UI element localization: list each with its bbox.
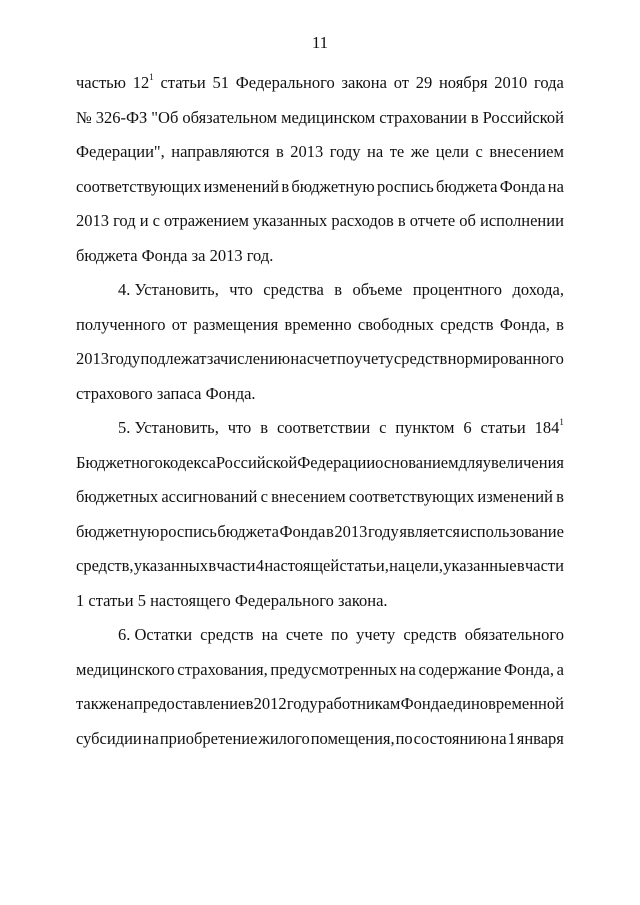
- word: бюджетных: [76, 487, 159, 506]
- word: 51: [212, 73, 229, 92]
- word: временно: [284, 314, 352, 334]
- word: увеличения: [482, 452, 564, 472]
- word: 2013: [76, 349, 109, 368]
- word: $184^1$: [534, 416, 564, 437]
- word: состоянию: [413, 728, 490, 748]
- word: в: [260, 418, 269, 437]
- word: от: [393, 73, 409, 92]
- word: полученного: [76, 314, 166, 334]
- text-line: [76, 66, 564, 101]
- word: размещения: [193, 314, 279, 334]
- word: году: [367, 521, 399, 541]
- paragraph-6: [76, 618, 564, 756]
- word: в: [325, 521, 334, 541]
- word: 2013: [334, 521, 368, 541]
- word: медицинском: [281, 107, 376, 127]
- word: бюджета Фонда за 2013 год.: [76, 245, 274, 265]
- word: и: [139, 211, 149, 230]
- word: бюджета: [435, 176, 498, 196]
- text-line: [76, 722, 564, 757]
- word: Фонда,: [499, 314, 550, 334]
- text-line: [76, 446, 564, 481]
- word: Фонда: [499, 176, 546, 196]
- word: ноября: [438, 73, 488, 92]
- word: части: [216, 556, 256, 575]
- word: для: [458, 452, 483, 472]
- word: изменений: [203, 176, 280, 196]
- word: соответствующих: [348, 487, 475, 506]
- word: нормированного: [447, 349, 564, 368]
- word: 2010: [494, 73, 528, 92]
- text-line: [76, 480, 564, 515]
- word: в: [556, 314, 564, 334]
- word: 4. Установить,: [118, 280, 219, 299]
- word: Фонда: [279, 521, 326, 541]
- word: в: [397, 211, 406, 230]
- word: Федерации",: [76, 142, 165, 161]
- word: в: [556, 487, 564, 506]
- word: соответствующих: [76, 176, 202, 196]
- word: учету: [354, 349, 394, 368]
- text-line: [76, 549, 564, 584]
- word: основанием: [375, 452, 459, 472]
- word: медицинского: [76, 659, 175, 679]
- word: 2013: [76, 211, 109, 230]
- word: года: [534, 73, 564, 92]
- word: обязательного: [464, 625, 564, 644]
- word: счет: [306, 349, 337, 368]
- word: указанных: [133, 556, 209, 575]
- word: изменений: [477, 487, 553, 506]
- word: 6. Остатки: [118, 625, 193, 644]
- word: расходов: [331, 211, 394, 230]
- text-line: [76, 618, 564, 653]
- word: является: [399, 521, 461, 541]
- word: средств: [200, 625, 254, 644]
- word: субсидии: [76, 728, 142, 748]
- text-line: [76, 239, 564, 274]
- word: те: [389, 142, 405, 161]
- text-line: [76, 687, 564, 722]
- word: бюджетную: [76, 521, 160, 541]
- word: Российской: [482, 107, 564, 127]
- word: средств: [393, 349, 448, 368]
- word: помещения,: [310, 728, 395, 748]
- word: $12^1$: [132, 71, 154, 92]
- word: бюджетную: [291, 176, 375, 196]
- word: по: [331, 625, 349, 644]
- word: единовременной: [446, 694, 564, 713]
- word: Федерального: [235, 73, 335, 92]
- word: частью: [76, 73, 127, 92]
- word: 29: [415, 73, 433, 92]
- word: использование: [460, 521, 564, 541]
- word: цели,: [405, 556, 443, 575]
- word: на: [367, 142, 384, 161]
- word: свободных: [357, 314, 434, 334]
- word: с: [152, 211, 160, 230]
- word: по: [337, 349, 355, 368]
- word: средств: [440, 314, 494, 334]
- word: 2013: [290, 142, 324, 161]
- word: ассигнований: [161, 487, 258, 506]
- word: от: [171, 314, 188, 334]
- text-line: [76, 377, 564, 412]
- word: же: [410, 142, 430, 161]
- text-line: [76, 653, 564, 688]
- word: объеме: [352, 280, 403, 299]
- word: дохода,: [512, 280, 564, 299]
- superscript: 1: [149, 71, 154, 82]
- word: января: [516, 728, 564, 748]
- word: на: [117, 694, 134, 713]
- word: внесением: [271, 487, 346, 506]
- paragraph-5: [76, 411, 564, 618]
- word: с: [475, 142, 483, 161]
- word: жилого: [258, 728, 310, 748]
- word: страхового запаса Фонда.: [76, 383, 256, 403]
- word: в: [470, 107, 479, 127]
- text-line: [76, 170, 564, 205]
- word: Российской: [215, 452, 298, 472]
- paragraph-continued: [76, 66, 564, 273]
- word: страховании: [379, 107, 467, 127]
- word: учету: [356, 625, 396, 644]
- word: 2012: [253, 694, 287, 713]
- word: кодекса: [162, 452, 216, 472]
- text-line: [76, 101, 564, 136]
- word: Фонда: [400, 694, 447, 713]
- word: 4: [255, 556, 265, 575]
- word: средства: [263, 280, 324, 299]
- word: зачислению: [206, 349, 291, 368]
- word: соответствии: [276, 418, 371, 437]
- word: 6: [463, 418, 472, 437]
- word: Федерации: [297, 452, 376, 472]
- word: бюджета: [217, 521, 279, 541]
- word: в: [516, 556, 525, 575]
- word: содержание: [418, 659, 502, 679]
- word: цели: [435, 142, 469, 161]
- word: пунктом: [395, 418, 455, 437]
- word: роспись: [376, 176, 434, 196]
- text-line: [76, 204, 564, 239]
- word: на: [261, 625, 278, 644]
- text-line: [76, 515, 564, 550]
- text-line: [76, 411, 564, 446]
- word: году: [329, 142, 361, 161]
- word: обязательном: [182, 107, 278, 127]
- word: страхования,: [177, 659, 268, 679]
- paragraph-4: [76, 273, 564, 411]
- word: в: [281, 176, 290, 196]
- word: на: [399, 659, 416, 679]
- word: в: [334, 280, 343, 299]
- text-line: [76, 135, 564, 170]
- word: на: [490, 728, 507, 748]
- word: указанные: [443, 556, 517, 575]
- word: средств: [403, 625, 457, 644]
- text-line: [76, 342, 564, 377]
- word: в: [208, 556, 217, 575]
- text-line: [76, 308, 564, 343]
- text-line: [76, 273, 564, 308]
- word: исполнении: [480, 211, 564, 230]
- word: внесением: [489, 142, 564, 161]
- word: части: [524, 556, 564, 575]
- word: указанных: [253, 211, 328, 230]
- page-number: 11: [311, 33, 329, 52]
- word: на: [389, 556, 406, 575]
- word: предусмотренных: [270, 659, 398, 679]
- word: статьи: [160, 73, 206, 92]
- word: закона: [341, 73, 387, 92]
- word: отчете: [409, 211, 456, 230]
- word: на: [290, 349, 307, 368]
- word: 1 статьи 5 настоящего Федерального закона.: [76, 590, 388, 610]
- word: отражением: [164, 211, 249, 230]
- word: статьи: [480, 418, 526, 437]
- word: настоящей: [264, 556, 340, 575]
- word: предоставление: [133, 694, 246, 713]
- word: с: [260, 487, 268, 506]
- word: 5. Установить,: [118, 418, 219, 437]
- word: в: [245, 694, 254, 713]
- word: средств,: [76, 556, 134, 575]
- word: а: [556, 659, 564, 679]
- word: подлежат: [140, 349, 207, 368]
- word: работникам: [317, 694, 401, 713]
- word: направляются: [171, 142, 270, 161]
- word: году: [109, 349, 141, 368]
- superscript: 1: [559, 416, 564, 427]
- word: счете: [285, 625, 323, 644]
- word: по: [395, 728, 413, 748]
- word: об: [459, 211, 476, 230]
- text-line: [76, 584, 564, 619]
- word: 326-ФЗ: [95, 107, 148, 127]
- word: 1: [507, 728, 516, 748]
- word: на: [142, 728, 159, 748]
- word: Фонда,: [504, 659, 554, 679]
- word: процентного: [412, 280, 503, 299]
- word: с: [379, 418, 387, 437]
- word: роспись: [160, 521, 217, 541]
- word: в: [275, 142, 284, 161]
- word: году: [286, 694, 318, 713]
- word: "Об: [151, 107, 179, 127]
- word: на: [547, 176, 564, 196]
- word: Бюджетного: [76, 452, 163, 472]
- word: приобретение: [159, 728, 258, 748]
- word: что: [227, 418, 252, 437]
- word: год: [113, 211, 136, 230]
- word: что: [229, 280, 253, 299]
- word: также: [76, 694, 118, 713]
- word: №: [76, 107, 92, 127]
- word: статьи,: [339, 556, 389, 575]
